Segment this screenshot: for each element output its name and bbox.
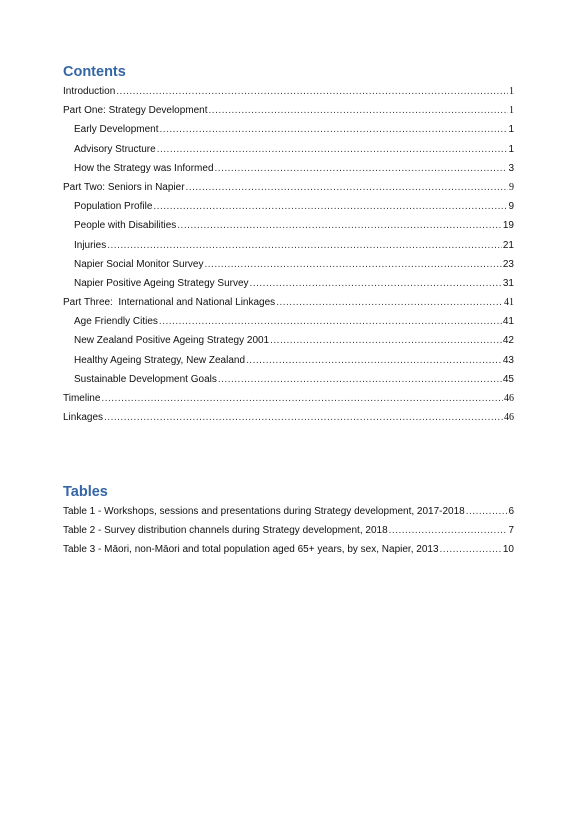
dot-leader [466, 505, 508, 518]
toc-entry-label[interactable]: People with Disabilities [74, 220, 177, 232]
toc-entry[interactable] [0, 277, 577, 296]
table-entry-page: 6 [508, 506, 514, 517]
dot-leader [153, 200, 507, 213]
contents-list [0, 85, 577, 430]
table-entry-page: 7 [508, 525, 514, 537]
dot-leader [250, 277, 502, 290]
toc-entry[interactable] [0, 104, 577, 123]
dot-leader [157, 143, 508, 156]
dot-leader [209, 104, 508, 117]
dot-leader [218, 373, 502, 386]
toc-entry-label[interactable]: Napier Positive Ageing Strategy Survey [74, 277, 249, 289]
toc-entry-label[interactable]: Injuries [74, 239, 107, 251]
toc-entry-page: 23 [502, 258, 514, 270]
toc-entry-label[interactable]: Advisory Structure [74, 143, 156, 155]
toc-entry-page: 1 [509, 105, 514, 117]
toc-entry-label[interactable]: Linkages [63, 412, 104, 424]
toc-entry-page: 9 [509, 181, 514, 193]
dot-leader [177, 219, 502, 232]
toc-entry-label[interactable]: Part Three: International and National Linkages [63, 297, 276, 309]
toc-entry-page: 31 [502, 277, 514, 289]
dot-leader [270, 334, 502, 347]
toc-entry[interactable] [0, 239, 577, 258]
tables-heading: Tables [63, 484, 108, 500]
toc-entry-page: 46 [504, 393, 514, 404]
toc-entry-label[interactable]: Part One: Strategy Development [63, 105, 208, 117]
toc-entry[interactable] [0, 123, 577, 142]
toc-entry[interactable] [0, 258, 577, 277]
toc-entry-page: 42 [502, 335, 514, 347]
table-of-tables-entry[interactable] [0, 505, 577, 524]
toc-entry[interactable] [0, 373, 577, 392]
toc-entry[interactable] [0, 162, 577, 181]
table-entry-label[interactable]: Table 2 - Survey distribution channels during Strategy development, 2018 [63, 525, 388, 537]
toc-entry-label[interactable]: Population Profile [74, 201, 153, 213]
toc-entry-page: 9 [508, 201, 514, 213]
dot-leader [186, 181, 508, 194]
toc-entry-page: 45 [502, 373, 514, 385]
dot-leader [246, 354, 502, 367]
toc-entry-label[interactable]: Early Development [74, 124, 159, 136]
toc-entry[interactable] [0, 181, 577, 200]
dot-leader [205, 258, 502, 271]
toc-entry-page: 46 [504, 412, 514, 424]
dot-leader [389, 524, 508, 537]
dot-leader [276, 296, 503, 309]
dot-leader [215, 162, 508, 175]
toc-entry-page: 21 [502, 239, 514, 251]
toc-entry[interactable] [0, 411, 577, 430]
toc-entry-label[interactable]: Part Two: Seniors in Napier [63, 181, 185, 193]
toc-entry[interactable] [0, 296, 577, 315]
toc-entry-page: 41 [502, 316, 514, 328]
toc-entry-label[interactable]: Sustainable Development Goals [74, 373, 217, 385]
dot-leader [101, 392, 503, 405]
dot-leader [107, 239, 502, 252]
toc-entry-label[interactable]: Timeline [63, 393, 101, 404]
toc-entry[interactable] [0, 315, 577, 334]
dot-leader [440, 543, 502, 556]
toc-entry[interactable] [0, 200, 577, 219]
toc-entry-label[interactable]: Introduction [63, 86, 116, 97]
toc-entry-page: 1 [508, 124, 514, 136]
table-entry-label[interactable]: Table 1 - Workshops, sessions and presentations during Strategy development, 2017-2018 [63, 506, 465, 517]
toc-entry-page: 19 [502, 220, 514, 232]
table-entry-label[interactable]: Table 3 - Māori, non-Māori and total population aged 65+ years, by sex, Napier, 2013 [63, 544, 439, 556]
toc-entry-page: 41 [504, 297, 514, 309]
toc-entry-page: 1 [509, 86, 514, 97]
dot-leader [116, 85, 508, 98]
table-entry-page: 10 [502, 544, 514, 556]
table-of-tables-entry[interactable] [0, 543, 577, 562]
toc-entry-page: 3 [508, 162, 514, 174]
toc-entry[interactable] [0, 85, 577, 104]
toc-entry-label[interactable]: Healthy Ageing Strategy, New Zealand [74, 354, 246, 366]
dot-leader [159, 123, 507, 136]
toc-entry-label[interactable]: Age Friendly Cities [74, 316, 158, 328]
contents-heading: Contents [63, 64, 126, 80]
toc-entry-page: 1 [508, 143, 514, 155]
toc-entry-page: 43 [502, 354, 514, 366]
toc-entry[interactable] [0, 392, 577, 411]
toc-entry[interactable] [0, 334, 577, 353]
toc-entry-label[interactable]: How the Strategy was Informed [74, 162, 214, 174]
dot-leader [159, 315, 502, 328]
toc-entry-label[interactable]: New Zealand Positive Ageing Strategy 2001 [74, 335, 270, 347]
dot-leader [104, 411, 503, 424]
toc-entry-label[interactable]: Napier Social Monitor Survey [74, 258, 204, 270]
table-of-tables-entry[interactable] [0, 524, 577, 543]
tables-list [0, 505, 577, 563]
toc-entry[interactable] [0, 354, 577, 373]
toc-entry[interactable] [0, 219, 577, 238]
toc-entry[interactable] [0, 143, 577, 162]
